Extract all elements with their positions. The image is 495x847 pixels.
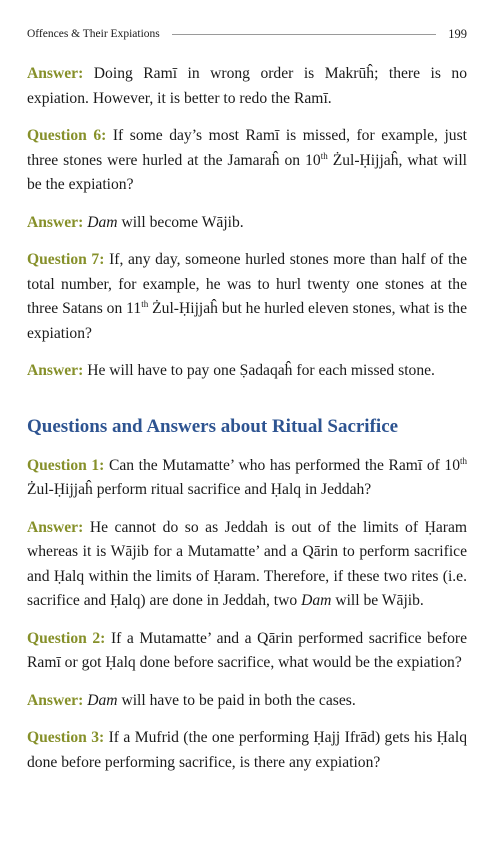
- ordinal-suffix: th: [320, 150, 328, 161]
- answer-text: Doing Ramī in wrong order is Makrūĥ; there is no expiation. However, it is better to redo the Ramī.: [27, 65, 467, 107]
- question-text: If a Mutamatte’ and a Qārin performed sacrifice before Ramī or got Ḥalq done before sacrifice, what would be the expiation?: [27, 629, 467, 671]
- answer-label: Answer:: [27, 518, 84, 536]
- question-label: Question 3:: [27, 729, 105, 746]
- answer-text: He cannot do so as Jeddah is out of the limits of Ḥaram whereas it is Wājib for a Mutamatte’ and a Qārin to perform sacrifice and Ḥalq within the limits of Ḥaram. Therefore, if these two rites (i.e. sacrifice and Ḥalq) are done in Jeddah, two: [27, 518, 467, 609]
- answer-label: Answer:: [27, 362, 84, 379]
- question-text: Żul-Ḥijjaĥ, what will be the expiation?: [27, 151, 467, 193]
- chapter-title: Offences & Their Expiations: [27, 28, 160, 40]
- question-label: Question 1:: [27, 456, 105, 474]
- question-text: Żul-Ḥijjaĥ perform ritual sacrifice and Ḥalq in Jeddah?: [27, 481, 372, 498]
- page-content: [27, 62, 467, 788]
- question-text: Can the Mutamatte’ who has performed the Ramī of 10: [108, 456, 460, 474]
- section-heading: Questions and Answers about Ritual Sacrifice: [27, 415, 399, 437]
- question-text: Żul-Ḥijjaĥ but he hurled eleven stones, what is the expiation?: [27, 300, 467, 342]
- question-label: Question 6:: [27, 127, 107, 144]
- question-label: Question 7:: [27, 251, 105, 268]
- question-text: If a Mufrid (the one performing Ḥajj Ifrād) gets his Ḥalq done before performing sacrifice, is there any expiation?: [27, 729, 467, 771]
- answer-label: Answer:: [27, 691, 84, 709]
- book-page: [27, 0, 467, 847]
- emphasis-term: Dam: [87, 691, 118, 709]
- question-text: If some day’s most Ramī is missed, for example, just three stones were hurled at the Jamaraĥ on 10: [27, 127, 467, 169]
- emphasis-term: Dam: [87, 213, 118, 231]
- ordinal-suffix: th: [460, 455, 468, 466]
- answer-text: will have to be paid in both the cases.: [117, 691, 356, 709]
- ordinal-suffix: th: [141, 298, 149, 309]
- sacrifice-question-1: [27, 454, 467, 503]
- sacrifice-question-2: [27, 627, 467, 676]
- answer-7: [27, 359, 467, 384]
- answer-label: Answer:: [27, 65, 84, 82]
- emphasis-term: Dam: [301, 592, 332, 609]
- page-number: 199: [448, 26, 467, 41]
- sacrifice-answer-1: [27, 516, 467, 614]
- answer-5: [27, 62, 467, 111]
- question-label: Question 2:: [27, 629, 106, 647]
- answer-6: [27, 211, 467, 236]
- answer-text: will be Wājib.: [331, 592, 424, 609]
- question-text: If, any day, someone hurled stones more than half of the total number, for example, he was to hurl twenty one stones at the three Satans on 11: [27, 251, 468, 317]
- question-7: [27, 248, 467, 346]
- running-header: [27, 25, 467, 43]
- sacrifice-question-3: [27, 726, 467, 775]
- question-6: [27, 124, 467, 198]
- answer-text: He will have to pay one Ṣadaqaĥ for each missed stone.: [87, 362, 435, 379]
- sacrifice-answer-2: [27, 689, 467, 714]
- answer-label: Answer:: [27, 213, 84, 231]
- answer-text: will become Wājib.: [117, 213, 244, 231]
- header-rule: [172, 34, 437, 35]
